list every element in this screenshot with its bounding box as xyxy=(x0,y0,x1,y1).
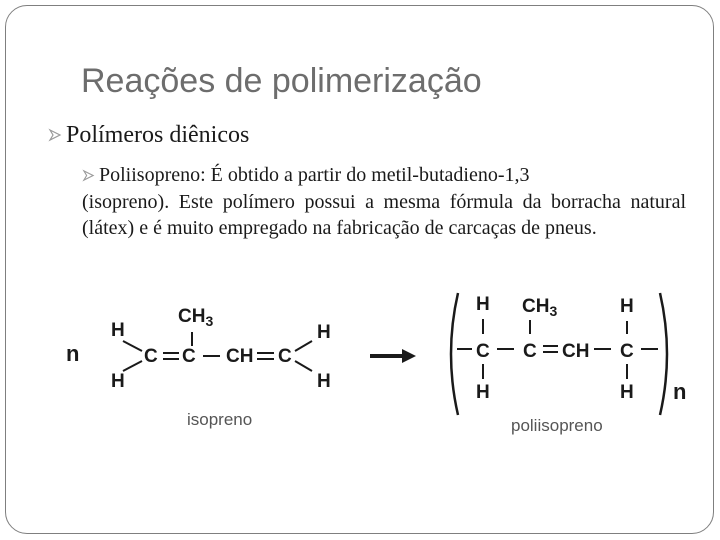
polymer-h-top-2: H xyxy=(620,296,634,317)
polymer-h-top-1: H xyxy=(476,294,490,315)
isoprene-c1: C xyxy=(144,346,158,367)
isoprene-h-top-right: H xyxy=(317,322,331,343)
coefficient-n: n xyxy=(66,341,80,366)
polymer-ch: CH xyxy=(562,341,590,362)
polymer-h-bottom-2: H xyxy=(620,382,634,403)
reaction-arrow-icon xyxy=(402,349,416,363)
bullet-level2-rest: (isopreno). Este polímero possui a mesma fórmula da borracha natural (látex) e é muito empregado na fabricação de carcaças de pneus. xyxy=(82,190,686,239)
polymer-subscript-n: n xyxy=(673,379,687,404)
isoprene-reaction-figure xyxy=(6,6,714,534)
isoprene-c2: C xyxy=(182,346,196,367)
isoprene-ch: CH xyxy=(226,346,254,367)
polymer-c4: C xyxy=(620,341,634,362)
polymer-h-bottom-1: H xyxy=(476,382,490,403)
isoprene-c4: C xyxy=(278,346,292,367)
slide-title: Reações de polimerização xyxy=(81,62,482,100)
bullet-level2-line1: Poliisopreno: É obtido a partir do metil-butadieno-1,3 xyxy=(99,164,530,186)
isoprene-label: isopreno xyxy=(187,410,253,429)
polymer-methyl: $CH_3$ xyxy=(522,296,558,319)
bullet-level1-text: Polímeros diênicos xyxy=(66,122,250,148)
polymer-c2: C xyxy=(523,341,537,362)
polyisoprene-label: poliisopreno xyxy=(511,416,603,435)
isoprene-h-top-left: H xyxy=(111,320,125,341)
polymer-c1: C xyxy=(476,341,490,362)
slide xyxy=(5,5,714,534)
isoprene-methyl: $CH_3$ xyxy=(178,306,214,329)
isoprene-h-bottom-right: H xyxy=(317,371,331,392)
isoprene-h-bottom-left: H xyxy=(111,371,125,392)
